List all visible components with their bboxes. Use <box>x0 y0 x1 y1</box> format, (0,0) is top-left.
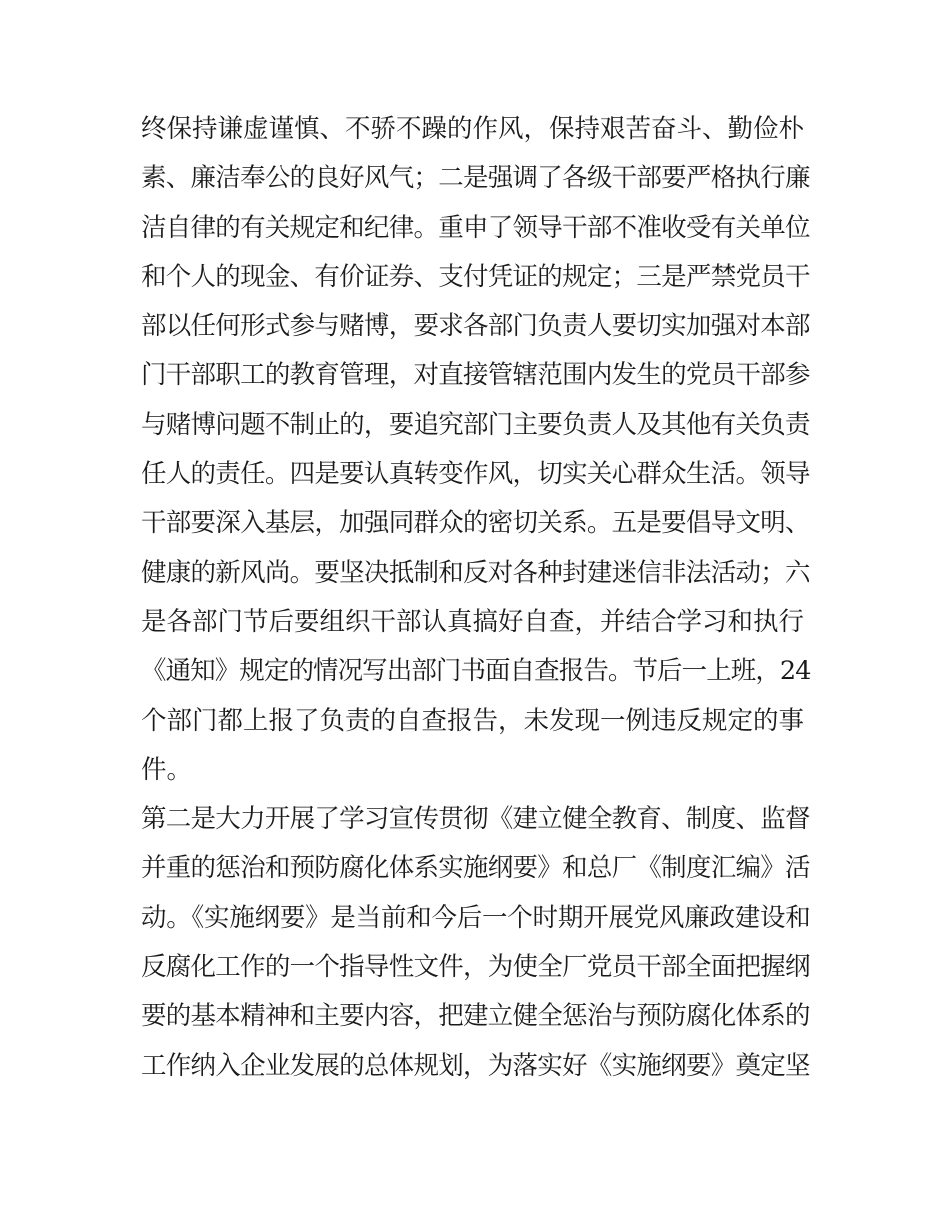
text-line: 素、廉洁奉公的良好风气；二是强调了各级干部要严格执行廉 <box>141 163 810 194</box>
text-line: 《通知》规定的情况写出部门书面自查报告。节后一上班，24 <box>141 656 811 687</box>
text-line: 任人的责任。四是要认真转变作风，切实关心群众生活。领导 <box>141 459 810 490</box>
text-line: 与赌博问题不制止的，要追究部门主要负责人及其他有关负责 <box>141 409 810 440</box>
text-line: 是各部门节后要组织干部认真搞好自查，并结合学习和执行 <box>141 606 805 637</box>
text-line: 洁自律的有关规定和纪律。重申了领导干部不准收受有关单位 <box>141 212 810 243</box>
paragraph-1 <box>141 105 811 795</box>
text-line: 并重的惩治和预防腐化体系实施纲要》和总厂《制度汇编》活 <box>141 853 810 884</box>
text-line: 健康的新风尚。要坚决抵制和反对各种封建迷信非法活动；六 <box>141 557 810 588</box>
text-line: 干部要深入基层，加强同群众的密切关系。五是要倡导文明、 <box>141 508 810 539</box>
text-line: 个部门都上报了负责的自查报告，未发现一例违反规定的事 <box>141 705 805 736</box>
text-line: 部以任何形式参与赌博，要求各部门负责人要切实加强对本部 <box>141 311 810 342</box>
text-line: 要的基本精神和主要内容，把建立健全惩治与预防腐化体系的 <box>141 1001 810 1032</box>
text-line: 和个人的现金、有价证券、支付凭证的规定；三是严禁党员干 <box>141 261 810 292</box>
paragraph-2 <box>141 795 811 1091</box>
document-body <box>141 105 811 1091</box>
text-line: 动。《实施纲要》是当前和今后一个时期开展党风廉政建设和 <box>141 902 811 933</box>
text-line: 反腐化工作的一个指导性文件，为使全厂党员干部全面把握纲 <box>141 952 810 983</box>
text-line: 第二是大力开展了学习宣传贯彻《建立健全教育、制度、监督 <box>141 804 810 835</box>
text-line: 工作纳入企业发展的总体规划，为落实好《实施纲要》奠定坚 <box>141 1050 810 1081</box>
text-line: 件。 <box>141 754 193 785</box>
text-line: 终保持谦虚谨慎、不骄不躁的作风，保持艰苦奋斗、勤俭朴 <box>141 114 805 144</box>
text-line: 门干部职工的教育管理，对直接管辖范围内发生的党员干部参 <box>141 360 810 391</box>
